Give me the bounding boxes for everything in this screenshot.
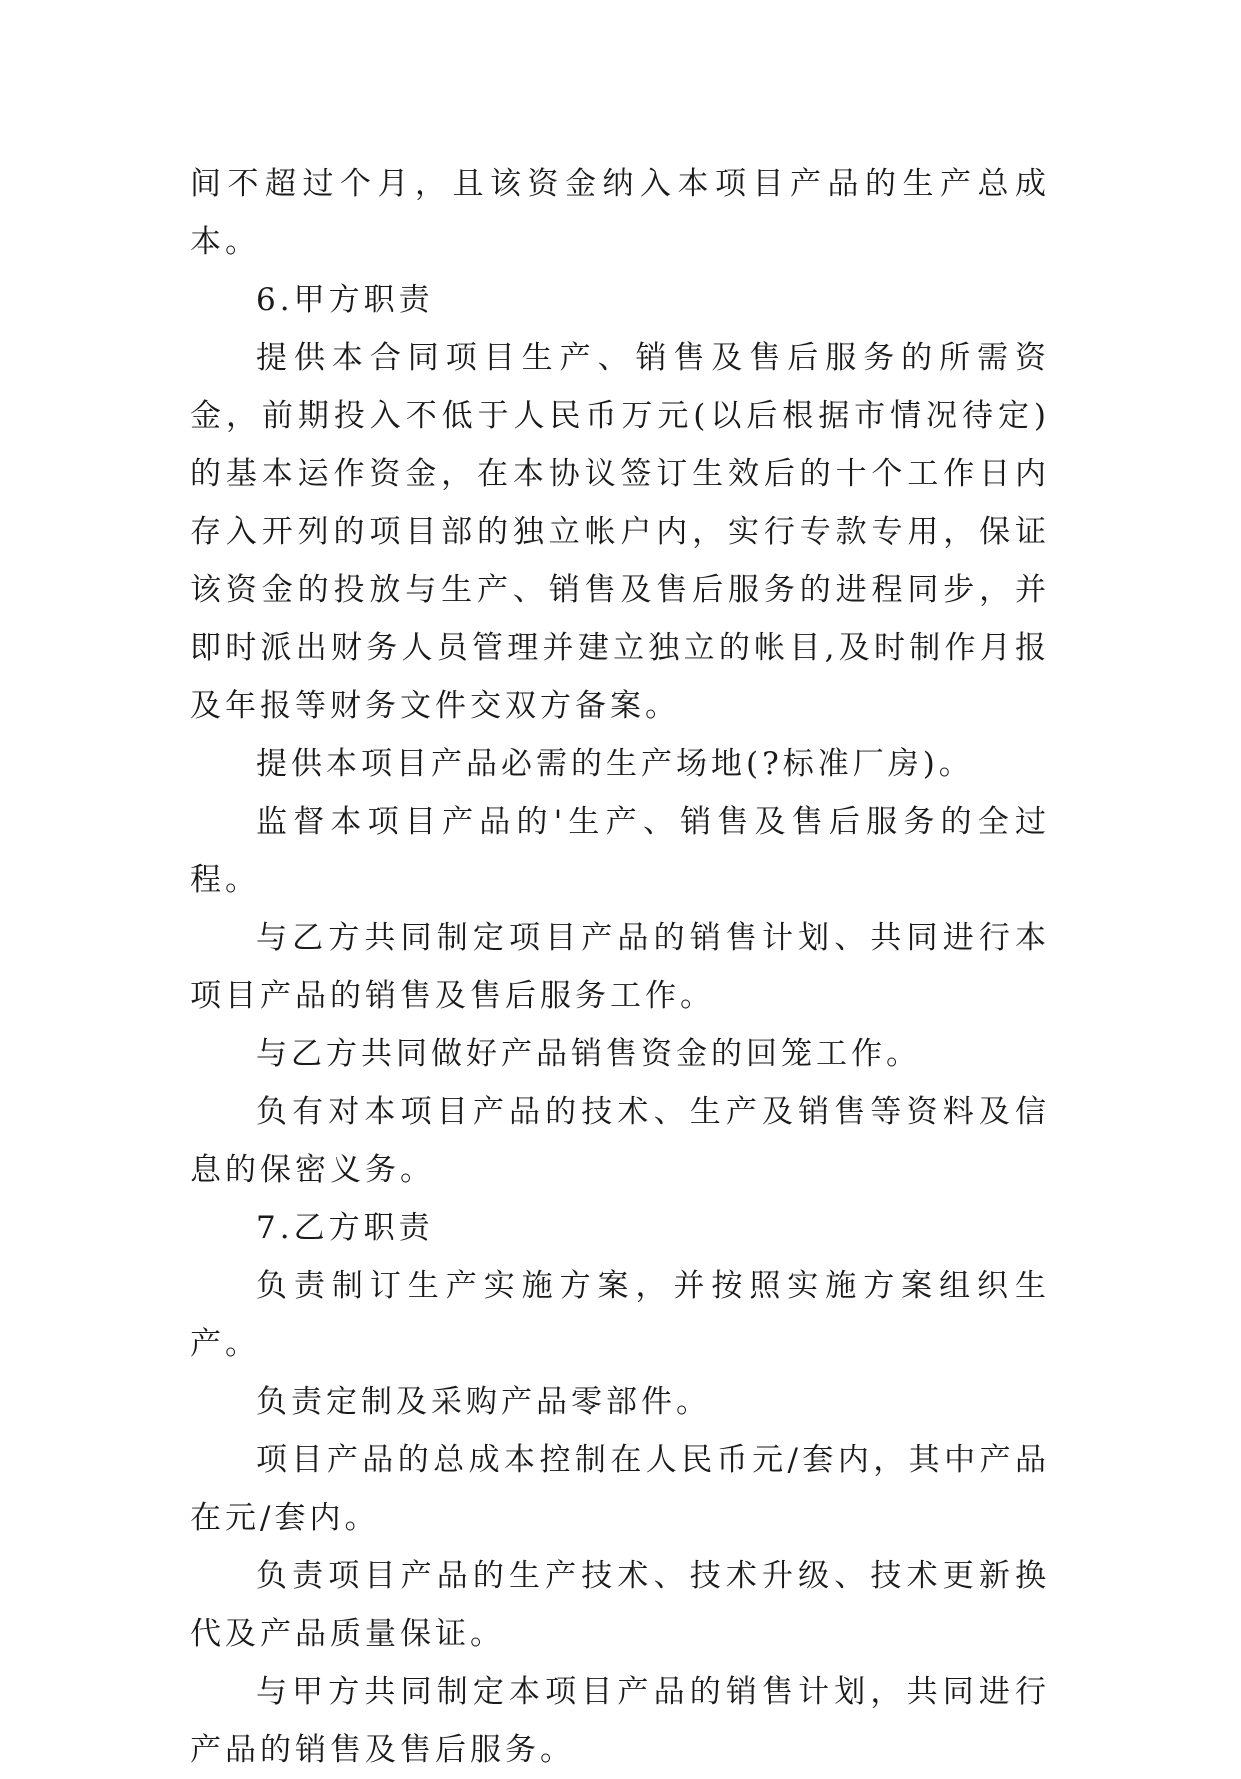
paragraph-funding: 提供本合同项目生产、销售及售后服务的所需资金，前期投入不低于人民币万元(以后根据市情况待定)的基本运作资金，在本协议签订生效后的十个工作日内存入开列的项目部的独立帐户内，实行专款专用，保证该资金的投放与生产、销售及售后服务的进程同步，并即时派出财务人员管理并建立独立的帐目,及时制作月报及年报等财务文件交双方备案。 (190, 340, 1050, 724)
paragraph-supervision: 监督本项目产品的'生产、销售及售后服务的全过程。 (190, 804, 1050, 898)
heading-party-a-duties: 6.甲方职责 (256, 282, 434, 318)
paragraph-fund-recovery: 与乙方共同做好产品销售资金的回笼工作。 (256, 1036, 921, 1072)
paragraph-sales-plan-a: 与乙方共同制定项目产品的销售计划、共同进行本项目产品的销售及售后服务工作。 (190, 920, 1050, 1014)
paragraph-production-plan: 负责制订生产实施方案，并按照实施方案组织生产。 (190, 1268, 1050, 1362)
paragraph-confidentiality: 负有对本项目产品的技术、生产及销售等资料及信息的保密义务。 (190, 1094, 1050, 1188)
paragraph-technology: 负责项目产品的生产技术、技术升级、技术更新换代及产品质量保证。 (190, 1558, 1050, 1652)
paragraph-cost-control: 项目产品的总成本控制在人民币元/套内，其中产品在元/套内。 (190, 1442, 1050, 1536)
document-body (190, 155, 1050, 1779)
paragraph-continuation: 间不超过个月，且该资金纳入本项目产品的生产总成本。 (190, 166, 1050, 260)
paragraph-sales-plan-b: 与甲方共同制定本项目产品的销售计划，共同进行产品的销售及售后服务。 (190, 1674, 1050, 1768)
paragraph-procurement: 负责定制及采购产品零部件。 (256, 1384, 711, 1420)
heading-party-b-duties: 7.乙方职责 (256, 1210, 434, 1246)
paragraph-production-site: 提供本项目产品必需的生产场地(?标准厂房)。 (256, 746, 974, 782)
